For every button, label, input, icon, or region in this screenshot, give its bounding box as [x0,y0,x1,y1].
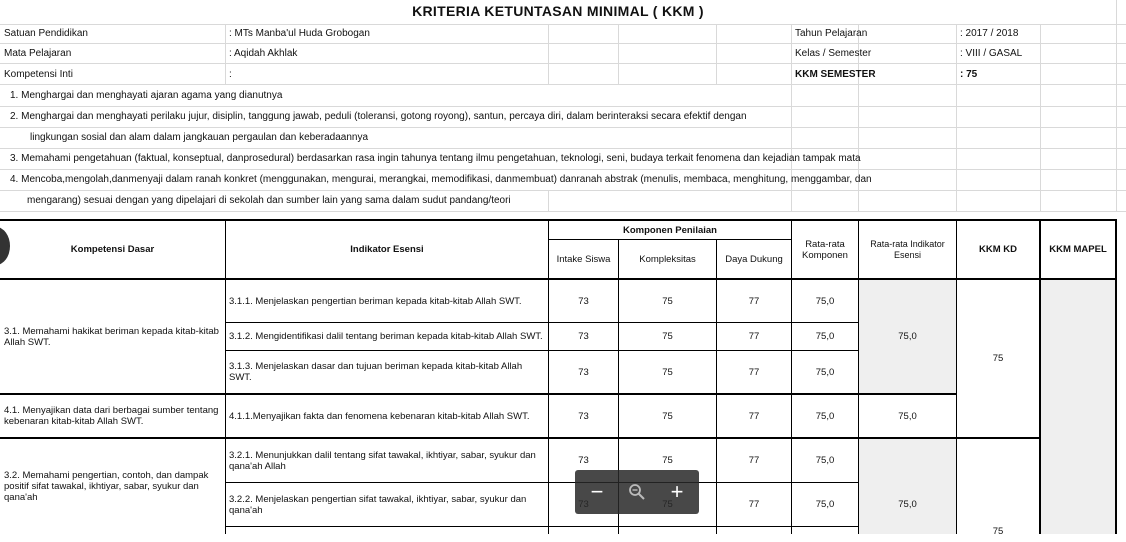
gridline [956,24,957,211]
ki-line-1: 1. Menghargai dan menghayati ajaran agama yang dianutnya [10,90,283,101]
daya-cell: 77 [748,455,760,466]
rata-komponen-cell: 75,0 [815,410,835,422]
ki-line-4-cont: mengarang) sesuai dengan yang dipelajari di sekolah dan sumber lain yang sama dalam sudut pandang/teori [27,195,511,206]
kompleksitas-cell: 75 [662,295,673,307]
daya-cell: 77 [748,295,760,307]
kelas-label: Kelas / Semester [795,48,872,59]
tahun-value: : 2017 / 2018 [960,28,1019,39]
gridline [1040,24,1041,211]
ki-line-2: 2. Menghargai dan menghayati perilaku jujur, disiplin, tanggung jawab, peduli (toleransi, gotong royong), santun, percaya diri, dalam berinteraksi secara efektif dengan [10,111,747,122]
gridline [0,211,1126,212]
gridline [0,169,1126,170]
gridline [716,24,717,84]
header-komponen: Komponen Penilaian [623,224,717,236]
gridline [0,190,1126,191]
indikator-cell: 3.1.1. Menjelaskan pengertian beriman kepada kitab-kitab Allah SWT. [229,295,522,307]
intake-cell: 73 [578,410,589,422]
kelas-value: : VIII / GASAL [960,48,1023,59]
ki-line-2-cont: lingkungan sosial dan alam dalam jangkauan pergaulan dan keberadaannya [30,132,369,143]
rata-komponen-cell: 75,0 [815,331,835,342]
page-title: KRITERIA KETUNTASAN MINIMAL ( KKM ) [412,3,704,19]
zoom-out-button[interactable]: − [590,479,604,504]
border [1115,219,1117,534]
rata-indikator-cell: 75,0 [898,331,917,342]
ki-line-3: 3. Memahami pengetahuan (faktual, konseptual, danprosedural) berdasarkan rasa ingin tahunya tentang ilmu pengetahuan, teknologi, seni, budaya terkait fenomena dan kejadian tampak mata [10,153,861,164]
kkm-kd-cell: 75 [992,526,1004,537]
shade-kkm-mapel [1040,279,1116,534]
gridline [0,127,1126,128]
kkm-semester-value: : 75 [960,69,978,80]
intake-cell: 73 [578,295,589,307]
ki-line-4: 4. Mencoba,mengolah,danmenyaji dalam ranah konkret (menggunakan, mengurai, merangkai, memodifikasi, danmembuat) danranah abstrak (menulis, membaca, menghitung, menggambar, dan [10,174,872,185]
ki-label: Kompetensi Inti [4,69,73,80]
gridline [0,43,1126,44]
gridline [0,24,1126,25]
kompleksitas-cell: 75 [662,331,673,342]
gridline [0,106,1126,107]
gridline [618,24,619,84]
header-intake: Intake Siswa [556,253,611,265]
rata-komponen-cell: 75,0 [815,295,835,307]
intake-cell: 73 [578,331,589,342]
gridline [548,190,549,211]
indikator-cell: 3.1.2. Mengidentifikasi dalil tentang beriman kepada kitab-kitab Allah SWT. [229,331,543,342]
magnifier-icon [628,483,646,501]
gridline [225,24,226,84]
kd-cell: 3.2. Memahami pengertian, contoh, dan dampak positif sifat tawakal, ikhtiyar, sabar, syukur dan qana'ah [4,470,209,503]
header-daya-dukung: Daya Dukung [725,253,783,265]
daya-cell: 77 [748,499,760,510]
mapel-value: : Aqidah Akhlak [229,48,298,59]
satuan-label: Satuan Pendidikan [4,28,88,39]
intake-cell: 73 [578,366,589,378]
rata-komponen-cell: 75,0 [815,499,835,510]
rata-komponen-cell: 75,0 [815,366,835,378]
kd-cell: 4.1. Menyajikan data dari berbagai sumber tentang kebenaran kitab-kitab Allah SWT. [4,405,219,427]
rata-komponen-cell: 75,0 [815,455,835,466]
header-kd: Kompetensi Dasar [70,244,155,255]
mapel-label: Mata Pelajaran [4,48,72,59]
gridline [548,24,549,84]
border [225,526,858,527]
kkm-kd-cell: 75 [992,353,1004,364]
rata-indikator-cell: 75,0 [898,410,917,422]
tahun-label: Tahun Pelajaran [795,28,868,39]
zoom-toolbar [575,470,699,514]
header-kkm-kd: KKM KD [979,244,1017,255]
gridline [0,63,1126,64]
header-kompleksitas: Kompleksitas [639,253,696,265]
zoom-reset-button[interactable] [621,476,653,508]
daya-cell: 77 [748,366,760,378]
daya-cell: 77 [748,331,760,342]
satuan-value: : MTs Manba'ul Huda Grobogan [229,28,370,39]
zoom-in-button[interactable]: + [670,479,684,504]
header-rata-komponen: Rata-rata Komponen [802,238,848,261]
kkm-semester-label: KKM SEMESTER [795,69,876,80]
daya-cell: 77 [748,410,760,422]
indikator-cell: 4.1.1.Menyajikan fakta dan fenomena kebenaran kitab-kitab Allah SWT. [229,410,530,422]
header-indikator: Indikator Esensi [350,244,424,255]
gridline [1116,0,1117,211]
ki-value: : [229,69,232,80]
gridline [0,84,1126,85]
kompleksitas-cell: 75 [662,455,673,466]
kd-cell: 3.1. Memahami hakikat beriman kepada kitab-kitab Allah SWT. [4,325,219,348]
indikator-cell: 3.1.3. Menjelaskan dasar dan tujuan beriman kepada kitab-kitab Allah SWT. [229,361,523,383]
rata-indikator-cell: 75,0 [898,499,917,510]
indikator-cell: 3.2.2. Menjelaskan pengertian sifat tawakal, ikhtiyar, sabar, syukur dan qana'ah [229,493,527,516]
kompleksitas-cell: 75 [662,366,673,378]
header-rata-indikator: Rata-rata Indikator Esensi [870,238,945,260]
kompleksitas-cell: 75 [662,410,673,422]
header-kkm-mapel: KKM MAPEL [1049,244,1107,255]
gridline [0,148,1126,149]
intake-cell: 73 [578,455,589,466]
indikator-cell: 3.2.1. Menunjukkan dalil tentang sifat tawakal, ikhtiyar, sabar, syukur dan qana'ah Allah [229,449,536,472]
